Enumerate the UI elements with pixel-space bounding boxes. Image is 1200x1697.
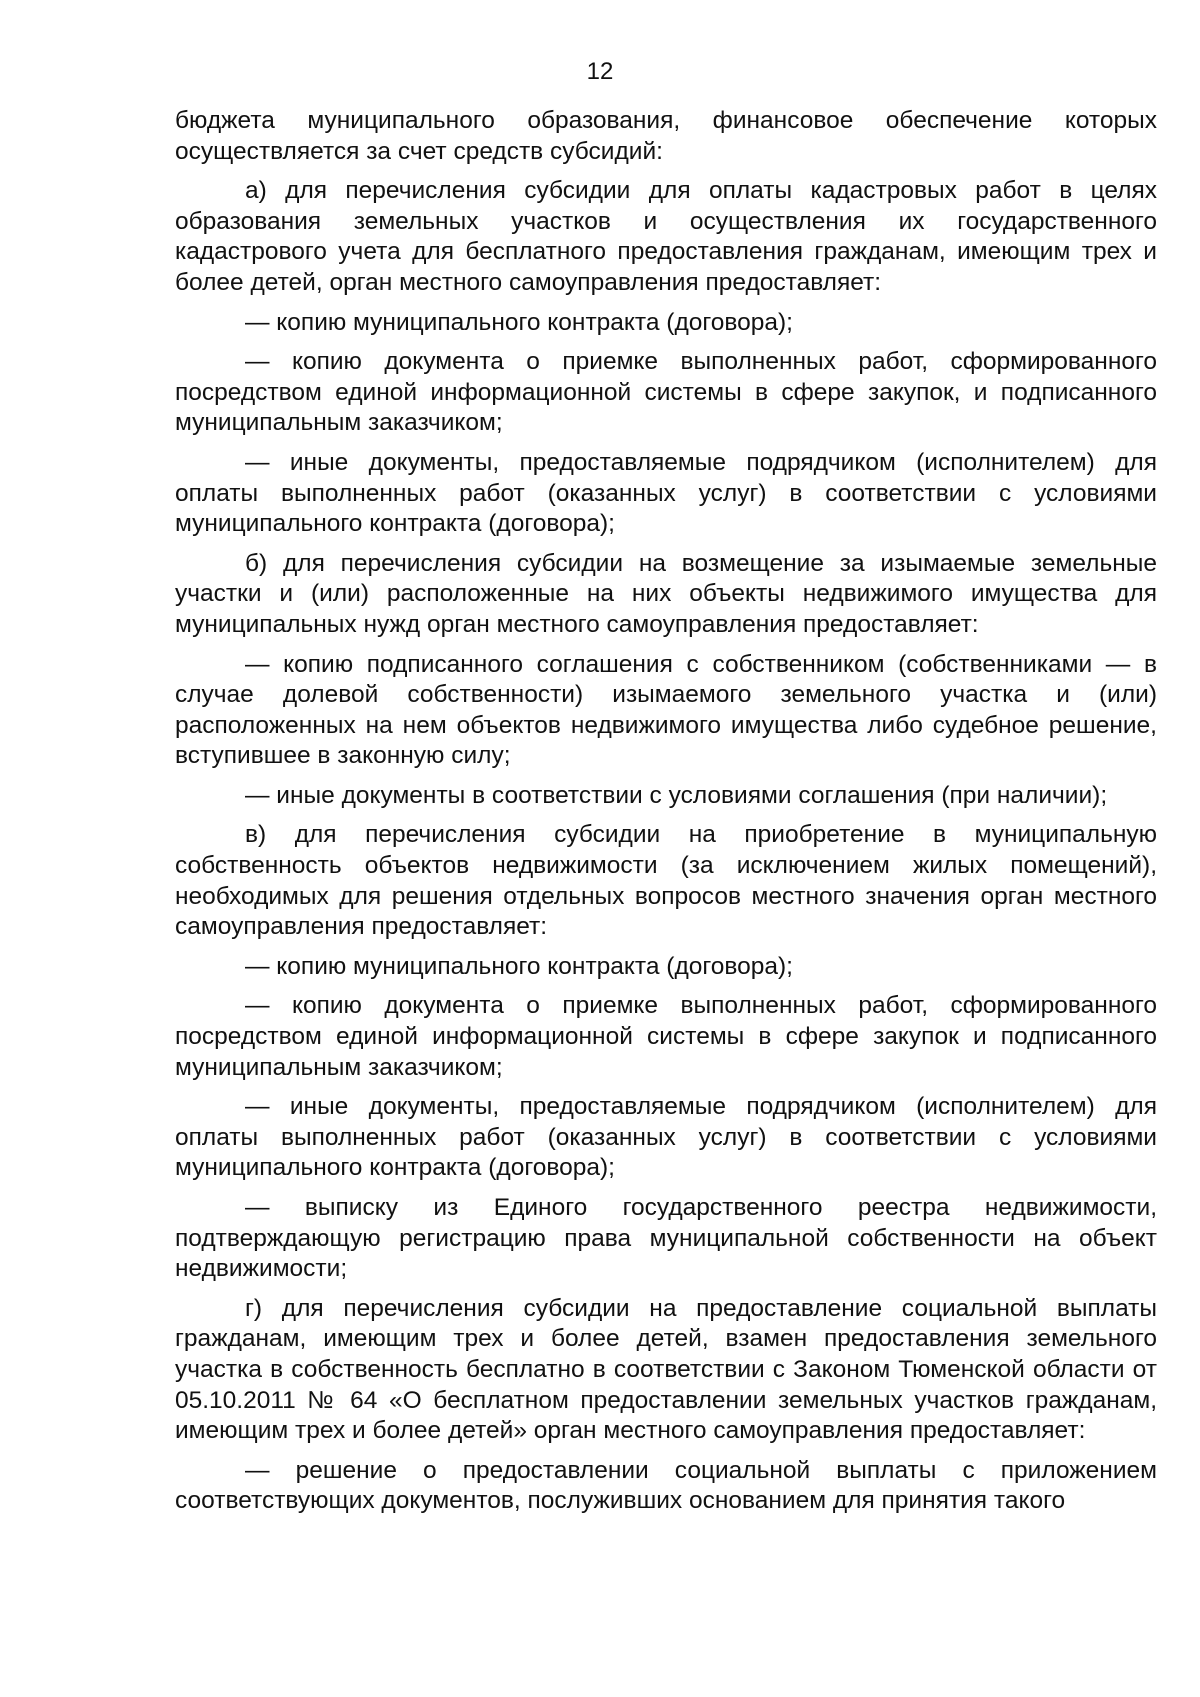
list-item-acceptance-document-2: — копию документа о приемке выполненных работ, сформированного посредством единой информационной системы в сфере закупок и подписанного муниципальным заказчиком; bbox=[175, 992, 1157, 1081]
list-item-registry-extract: — выписку из Единого государственного реестра недвижимости, подтверждающую регистрацию права муниципальной собственности на объект недвижимости; bbox=[175, 1194, 1157, 1283]
list-item-other-documents: — иные документы, предоставляемые подрядчиком (исполнителем) для оплаты выполненных работ (оказанных услуг) в соответствии с условиями муниципального контракта (договора); bbox=[175, 448, 1157, 538]
list-item-agreement-copy: — копию подписанного соглашения с собственником (собственниками — в случае долевой собственности) изымаемого земельного участка и (или) расположенных на нем объектов недвижимого имущества либо судебное решение, вступившее в законную силу; bbox=[175, 650, 1157, 770]
paragraph-item-v: в) для перечисления субсидии на приобретение в муниципальную собственность объектов недвижимости (за исключением жилых помещений), необходимых для решения отдельных вопросов местного значения орган местного самоуправления предоставляет: bbox=[175, 821, 1157, 941]
list-item-payment-decision: — решение о предоставлении социальной выплаты с приложением соответствующих документов, послуживших основанием для принятия такого bbox=[175, 1456, 1157, 1515]
list-item-other-documents-2: — иные документы, предоставляемые подрядчиком (исполнителем) для оплаты выполненных работ (оказанных услуг) в соответствии с условиями муниципального контракта (договора); bbox=[175, 1093, 1157, 1182]
paragraph-item-g: г) для перечисления субсидии на предоставление социальной выплаты гражданам, имеющим трех и более детей, взамен предоставления земельного участка в собственность бесплатно в соответствии с Законом Тюменской области от 05.10.2011 № 64 «О бесплатном предоставлении земельных участков гражданам, имеющим трех и более детей» орган местного самоуправления предоставляет: bbox=[175, 1294, 1157, 1445]
list-item-agreement-documents: — иные документы в соответствии с условиями соглашения (при наличии); bbox=[245, 781, 1108, 809]
list-item-contract-copy: — копию муниципального контракта (договора); bbox=[245, 308, 793, 336]
list-item-acceptance-document: — копию документа о приемке выполненных работ, сформированного посредством единой информационной системы в сфере закупок, и подписанного муниципальным заказчиком; bbox=[175, 348, 1157, 437]
paragraph-item-b: б) для перечисления субсидии на возмещение за изымаемые земельные участки и (или) расположенные на них объекты недвижимого имущества для муниципальных нужд орган местного самоуправления предоставляет: bbox=[175, 549, 1157, 638]
paragraph-intro: бюджета муниципального образования, финансовое обеспечение которых осуществляется за счет средств субсидий: bbox=[175, 107, 1157, 165]
document-body bbox=[175, 106, 1157, 1526]
page-number: 12 bbox=[586, 58, 614, 85]
list-item-contract-copy-2: — копию муниципального контракта (договора); bbox=[245, 952, 793, 980]
paragraph-item-a: а) для перечисления субсидии для оплаты кадастровых работ в целях образования земельных участков и осуществления их государственного кадастрового учета для бесплатного предоставления гражданам, имеющим трех и более детей, орган местного самоуправления предоставляет: bbox=[175, 177, 1157, 296]
